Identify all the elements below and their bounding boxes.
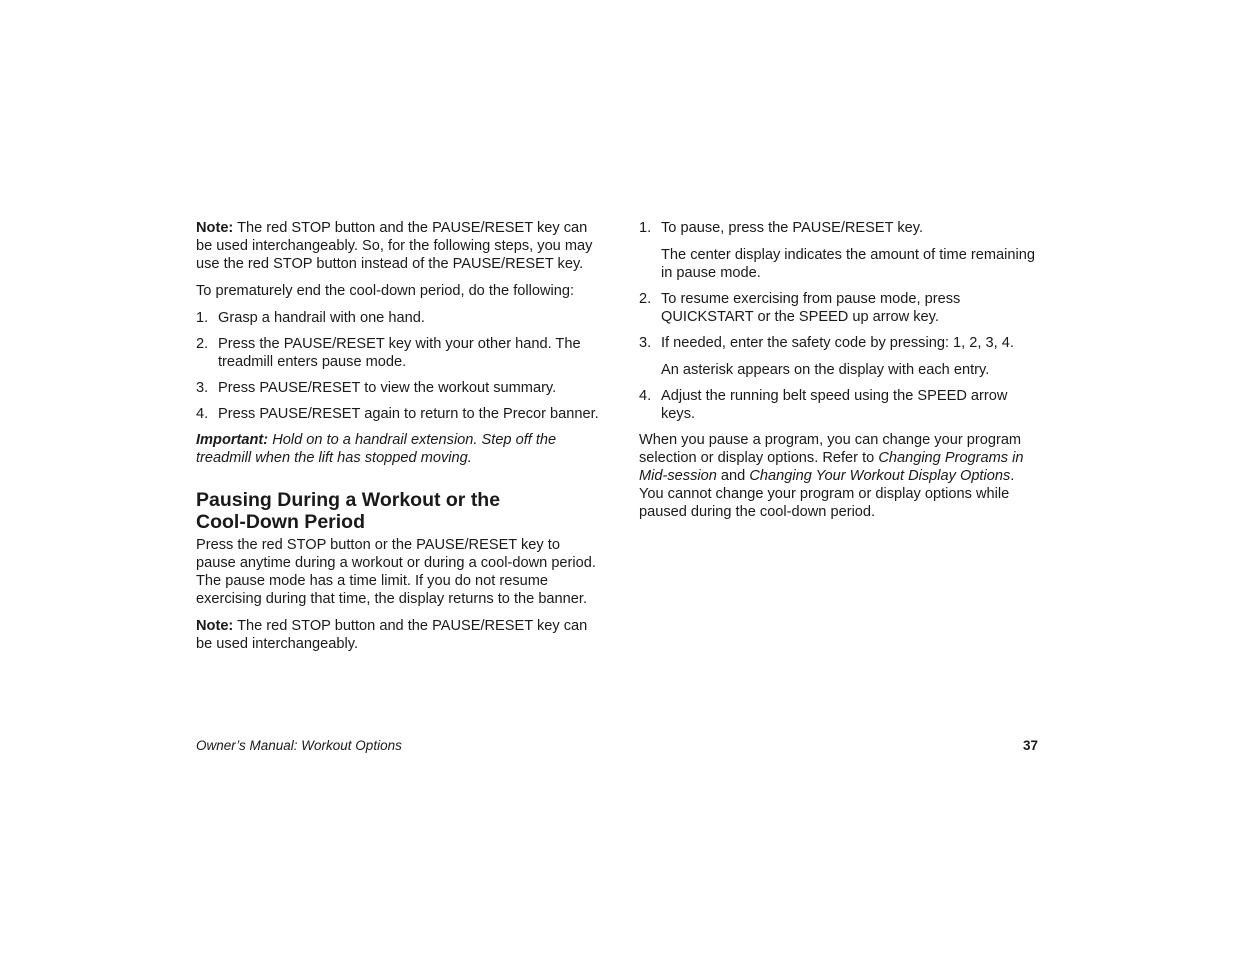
list-item [639,387,1039,423]
intro-paragraph: To prematurely end the cool-down period, do the following: [196,283,575,299]
step-number: 3. [196,380,209,396]
step-number: 2. [639,291,652,307]
page-number: 37 [1022,738,1038,753]
step-number: 4. [639,388,652,404]
closing-text: When you pause a program, you can change your program selection or display options. Refer to [639,432,1022,466]
footer-title: Owner’s Manual: Workout Options [196,738,402,753]
list-item [639,290,1039,326]
right-column [639,219,1039,530]
step-subtext: An asterisk appears on the display with each entry. [661,362,990,378]
step-text: Grasp a handrail with one hand. [218,310,425,326]
closing-text: . You cannot change your program or display options while paused during the cool-down period. [639,468,1015,520]
list-item [639,219,1039,282]
step-number: 2. [196,336,209,352]
note-text: The red STOP button and the PAUSE/RESET key can be used interchangeably. So, for the following steps, you may use the red STOP button instead of the PAUSE/RESET key. [196,220,593,272]
note-paragraph [196,617,600,653]
step-number: 4. [196,406,209,422]
step-text: Press PAUSE/RESET again to return to the Precor banner. [218,406,599,422]
section-paragraph: Press the red STOP button or the PAUSE/RESET key to pause anytime during a workout or during a cool-down period. The pause mode has a time limit. If you do not resume exercising during that time, the display returns to the banner. [196,537,596,607]
cross-reference: Changing Programs in Mid-session [639,450,1024,484]
list-item [196,379,600,397]
note-text: The red STOP button and the PAUSE/RESET key can be used interchangeably. [196,618,588,652]
closing-text: and [716,468,750,484]
list-item [639,334,1039,379]
step-number: 1. [639,220,652,236]
step-text: To resume exercising from pause mode, press QUICKSTART or the SPEED up arrow key. [661,291,961,325]
pause-steps-list [639,219,1039,423]
left-column [196,219,600,662]
note-label: Note: [196,618,234,634]
important-label: Important: [196,432,269,448]
section-heading: Pausing During a Workout or the Cool-Down Period [196,489,501,533]
step-number: 3. [639,335,652,351]
step-number: 1. [196,310,209,326]
note-label: Note: [196,220,234,236]
closing-paragraph [639,431,1039,521]
cooldown-steps-list [196,309,600,423]
list-item [196,335,600,371]
important-paragraph [196,431,600,467]
step-text: Adjust the running belt speed using the SPEED arrow keys. [661,388,1008,422]
step-subtext: The center display indicates the amount of time remaining in pause mode. [661,247,1035,281]
important-text: Hold on to a handrail extension. Step off the treadmill when the lift has stopped moving. [196,432,557,466]
note-paragraph [196,219,600,273]
list-item [196,405,600,423]
step-text: Press PAUSE/RESET to view the workout summary. [218,380,557,396]
step-text: If needed, enter the safety code by pressing: 1, 2, 3, 4. [661,335,1014,351]
step-text: Press the PAUSE/RESET key with your other hand. The treadmill enters pause mode. [218,336,581,370]
list-item [196,309,600,327]
cross-reference: Changing Your Workout Display Options [749,468,1011,484]
step-text: To pause, press the PAUSE/RESET key. [661,220,923,236]
